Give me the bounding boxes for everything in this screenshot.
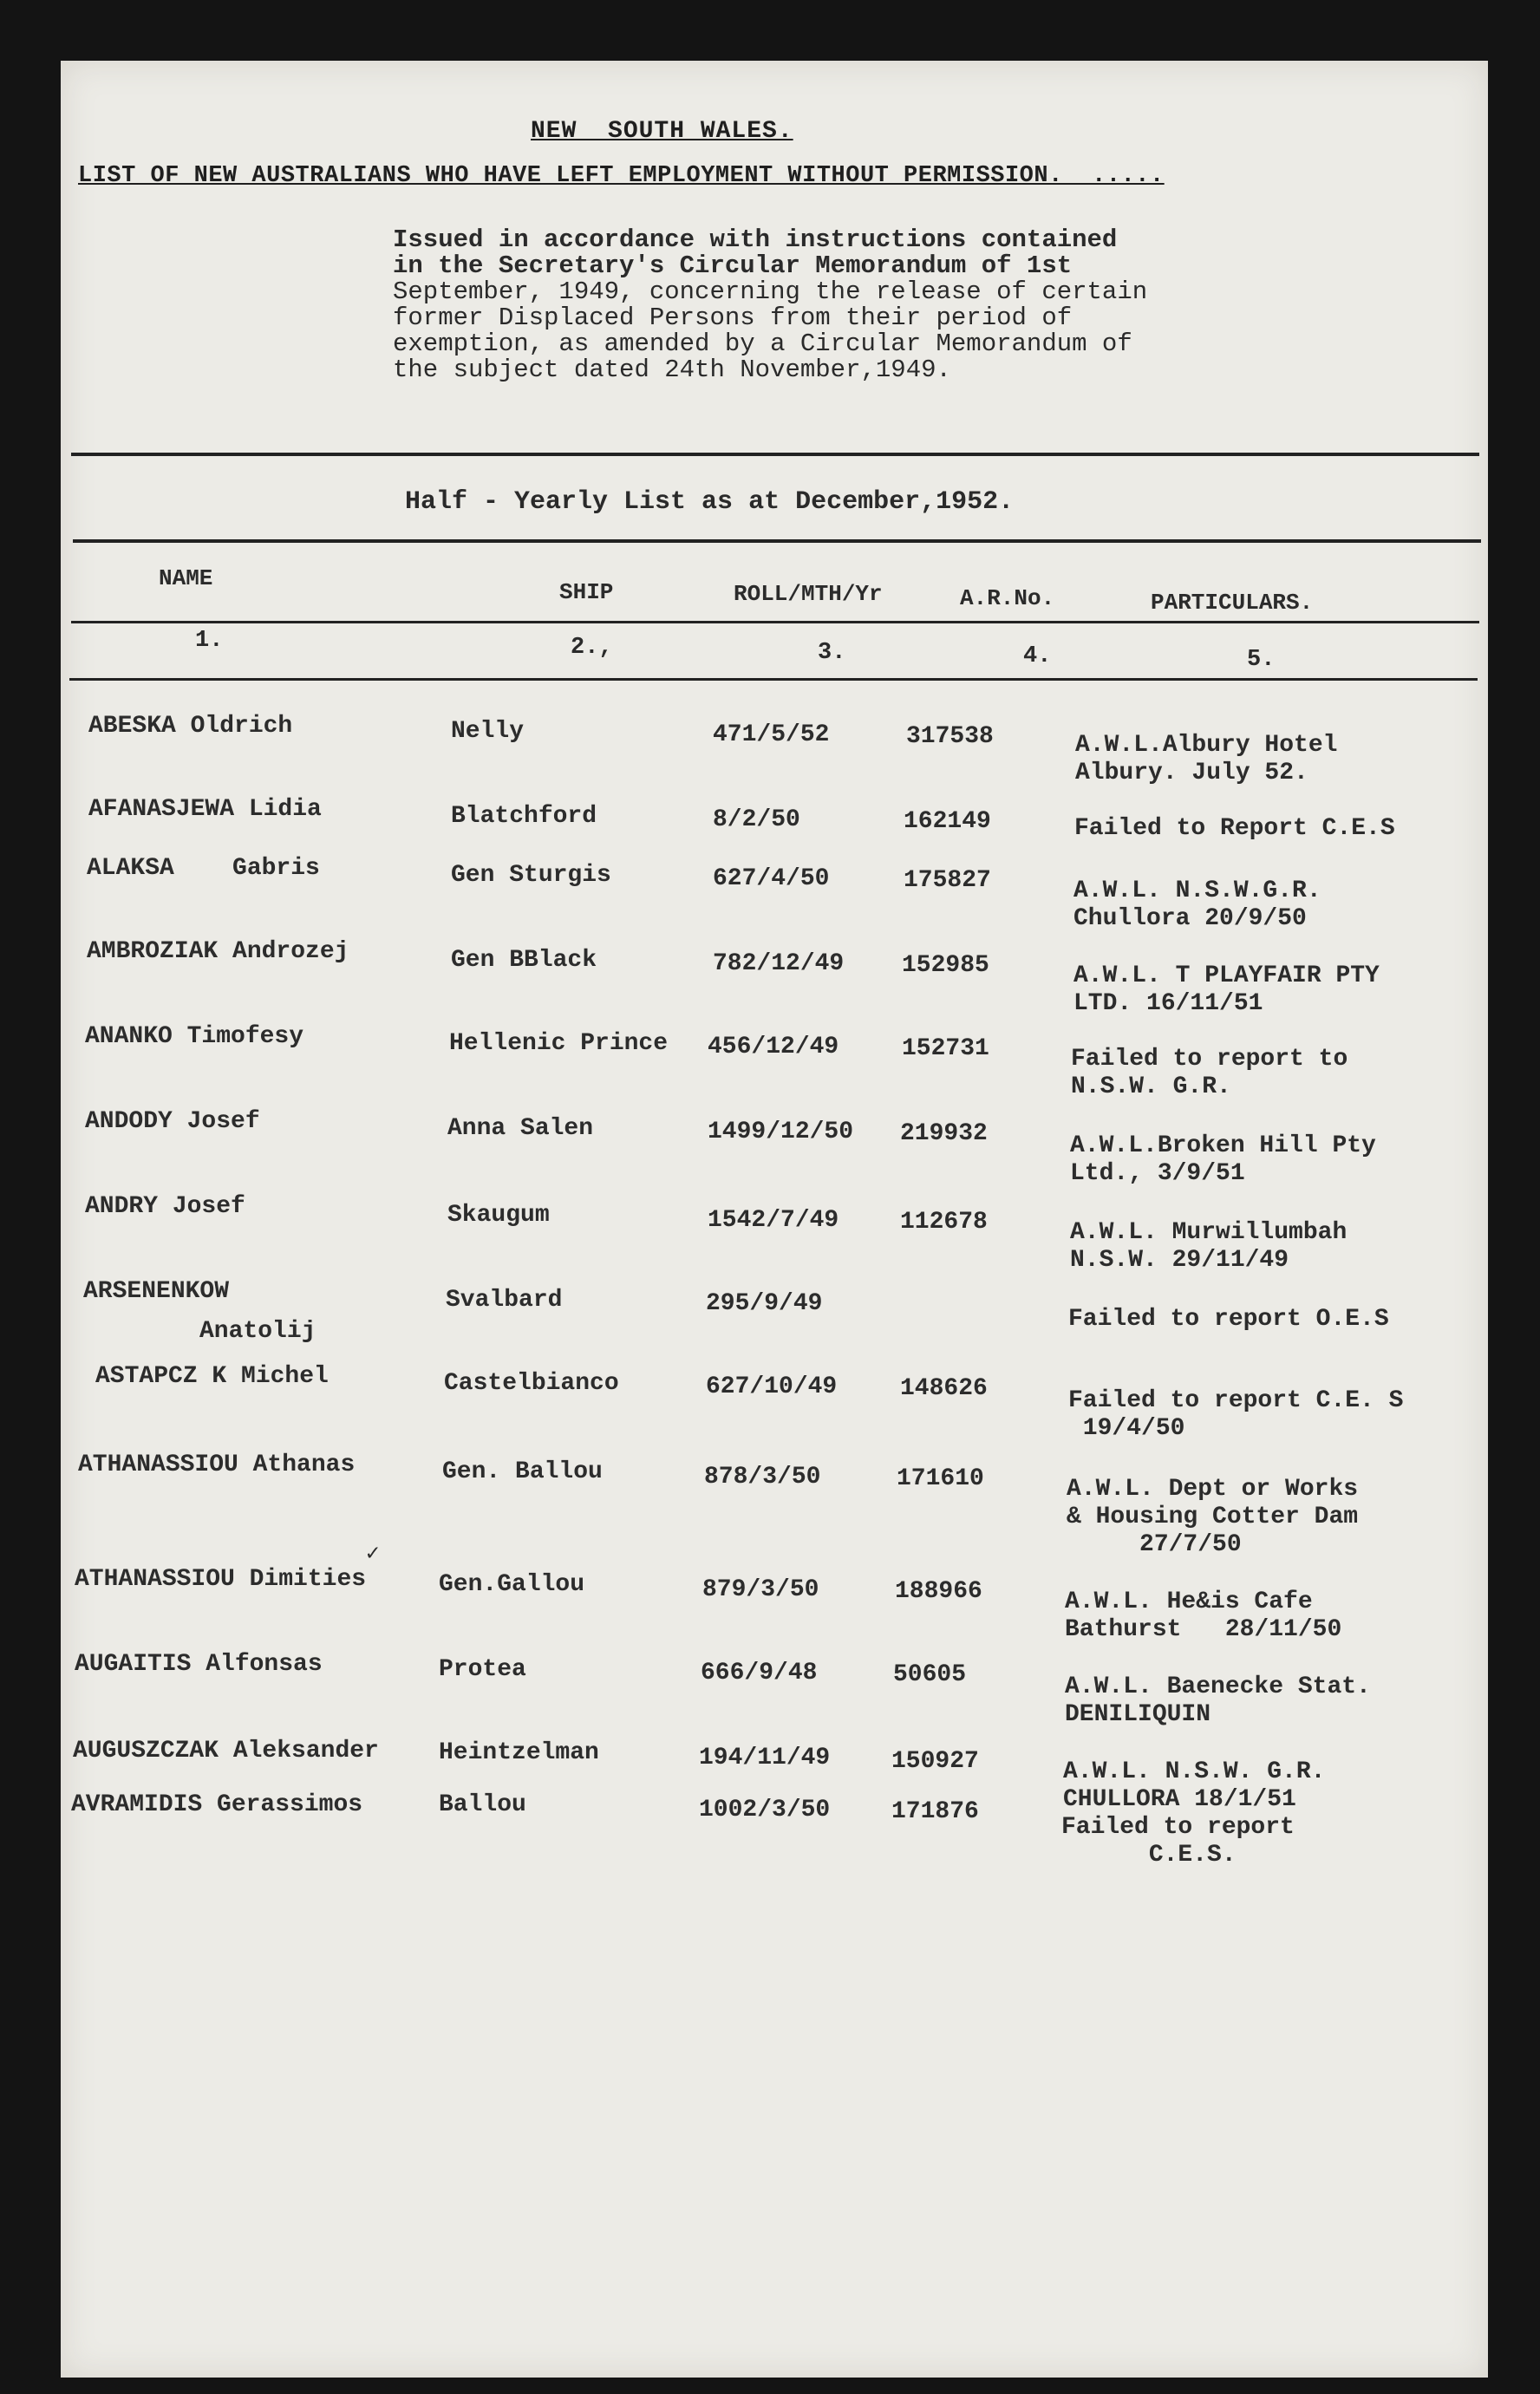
ar-cell: 171610 bbox=[897, 1465, 984, 1492]
particulars-line: A.W.L. He&is Cafe bbox=[1065, 1588, 1313, 1615]
divider bbox=[71, 621, 1479, 623]
ship-cell: Protea bbox=[439, 1656, 526, 1683]
roll-cell: 782/12/49 bbox=[713, 950, 845, 977]
roll-cell: 194/11/49 bbox=[699, 1745, 831, 1771]
roll-cell: 1499/12/50 bbox=[708, 1119, 854, 1145]
particulars-cell bbox=[1065, 1673, 1371, 1729]
particulars-line: A.W.L. T PLAYFAIR PTY bbox=[1073, 962, 1380, 989]
particulars-cell bbox=[1070, 1219, 1347, 1275]
ship-cell: Hellenic Prince bbox=[449, 1030, 669, 1057]
particulars-line: C.E.S. bbox=[1061, 1842, 1237, 1869]
column-number: 1. bbox=[195, 628, 224, 654]
intro-line: the subject dated 24th November,1949. bbox=[393, 356, 951, 384]
name-cell: ABESKA Oldrich bbox=[88, 713, 293, 740]
particulars-cell bbox=[1068, 1306, 1389, 1334]
name-cell: ALAKSA Gabris bbox=[87, 855, 320, 882]
name-cell: ANANKO Timofesy bbox=[85, 1023, 304, 1050]
document-title: NEW SOUTH WALES. bbox=[531, 118, 793, 145]
intro-paragraph bbox=[393, 227, 1277, 383]
particulars-cell bbox=[1065, 1588, 1341, 1644]
divider bbox=[73, 539, 1481, 543]
ship-cell: Svalbard bbox=[446, 1287, 563, 1314]
ship-cell: Anna Salen bbox=[447, 1115, 594, 1142]
particulars-line: A.W.L. Murwillumbah bbox=[1070, 1219, 1348, 1246]
roll-cell: 8/2/50 bbox=[713, 806, 800, 833]
particulars-line: 27/7/50 bbox=[1067, 1531, 1242, 1558]
ar-cell: 188966 bbox=[895, 1578, 982, 1605]
name-cell: ATHANASSIOU Dimities bbox=[75, 1566, 367, 1593]
particulars-cell bbox=[1061, 1814, 1295, 1869]
name-cell: AFANASJEWA Lidia bbox=[88, 796, 322, 823]
particulars-line: DENILIQUIN bbox=[1065, 1701, 1211, 1728]
name-cell: ANDRY Josef bbox=[85, 1193, 245, 1220]
roll-cell: 627/10/49 bbox=[706, 1373, 838, 1400]
ar-cell: 152731 bbox=[902, 1035, 989, 1062]
particulars-line: A.W.L.Broken Hill Pty bbox=[1070, 1132, 1376, 1159]
roll-cell: 627/4/50 bbox=[713, 865, 830, 892]
name-cell: ARSENENKOW bbox=[83, 1278, 230, 1305]
name-cell: AVRAMIDIS Gerassimos bbox=[71, 1791, 363, 1818]
ship-cell: Heintzelman bbox=[439, 1739, 599, 1766]
particulars-line: A.W.L. Dept or Works bbox=[1067, 1476, 1359, 1503]
particulars-line: A.W.L. N.S.W.G.R. bbox=[1073, 877, 1321, 904]
divider bbox=[71, 453, 1479, 456]
roll-cell: 1542/7/49 bbox=[708, 1207, 839, 1234]
particulars-line: CHULLORA 18/1/51 bbox=[1063, 1786, 1296, 1813]
intro-line: in the Secretary's Circular Memorandum of 1st bbox=[393, 251, 1073, 280]
name-cell: AUGUSZCZAK Aleksander bbox=[73, 1738, 379, 1765]
ship-cell: Nelly bbox=[451, 718, 525, 745]
particulars-line: Failed to report C.E. S bbox=[1068, 1387, 1404, 1414]
particulars-line: Chullora 20/9/50 bbox=[1073, 905, 1307, 932]
particulars-line: N.S.W. G.R. bbox=[1071, 1073, 1231, 1100]
name-cell: ATHANASSIOU Athanas bbox=[78, 1451, 356, 1478]
column-header-ar: A.R.No. bbox=[960, 585, 1055, 611]
name-cell: AMBROZIAK Androzej bbox=[87, 938, 349, 965]
ship-cell: Gen. Ballou bbox=[442, 1458, 603, 1485]
roll-cell: 879/3/50 bbox=[702, 1576, 819, 1603]
column-header-particulars: PARTICULARS. bbox=[1151, 590, 1314, 616]
ship-cell: Skaugum bbox=[447, 1202, 550, 1229]
ar-cell: 112678 bbox=[900, 1209, 988, 1236]
roll-cell: 878/3/50 bbox=[704, 1464, 821, 1491]
column-number: 5. bbox=[1247, 647, 1276, 673]
name-cell-continued: Anatolij bbox=[199, 1318, 316, 1345]
roll-cell: 295/9/49 bbox=[706, 1290, 823, 1317]
list-title: Half - Yearly List as at December,1952. bbox=[405, 487, 1015, 517]
name-cell: ANDODY Josef bbox=[85, 1108, 260, 1135]
particulars-line: Failed to report to bbox=[1071, 1046, 1348, 1073]
column-header-roll: ROLL/MTH/Yr bbox=[734, 581, 883, 607]
particulars-cell bbox=[1073, 877, 1321, 933]
ship-cell: Gen.Gallou bbox=[439, 1571, 585, 1598]
ship-cell: Gen Sturgis bbox=[451, 862, 611, 889]
column-header-ship: SHIP bbox=[559, 579, 614, 605]
ar-cell: 162149 bbox=[904, 808, 991, 835]
particulars-cell bbox=[1075, 732, 1337, 787]
particulars-line: & Housing Cotter Dam bbox=[1067, 1504, 1359, 1530]
name-cell: AUGAITIS Alfonsas bbox=[75, 1651, 323, 1678]
roll-cell: 1002/3/50 bbox=[699, 1797, 831, 1823]
particulars-cell bbox=[1070, 1132, 1376, 1188]
intro-line: exemption, as amended by a Circular Memorandum of bbox=[393, 329, 1132, 358]
particulars-line: Bathurst 28/11/50 bbox=[1065, 1616, 1342, 1643]
particulars-line: A.W.L. N.S.W. G.R. bbox=[1063, 1758, 1326, 1785]
ar-cell: 148626 bbox=[900, 1375, 988, 1402]
name-cell: ASTAPCZ K Michel bbox=[95, 1363, 329, 1390]
particulars-line: Failed to Report C.E.S bbox=[1074, 815, 1395, 842]
document-subtitle: LIST OF NEW AUSTRALIANS WHO HAVE LEFT EMPLOYMENT WITHOUT PERMISSION. ..... bbox=[78, 163, 1165, 189]
particulars-cell bbox=[1068, 1387, 1403, 1443]
particulars-cell bbox=[1063, 1758, 1325, 1814]
ship-cell: Blatchford bbox=[451, 803, 597, 830]
ar-cell: 219932 bbox=[900, 1120, 988, 1147]
ar-cell: 50605 bbox=[893, 1661, 967, 1688]
ar-cell: 152985 bbox=[902, 952, 989, 979]
column-header-name: NAME bbox=[159, 565, 213, 591]
particulars-line: Ltd., 3/9/51 bbox=[1070, 1160, 1245, 1187]
particulars-line: LTD. 16/11/51 bbox=[1073, 990, 1263, 1017]
ar-cell: 171876 bbox=[891, 1798, 979, 1825]
column-number: 3. bbox=[818, 640, 846, 666]
column-number: 4. bbox=[1023, 643, 1052, 669]
particulars-line: Failed to report O.E.S bbox=[1068, 1306, 1389, 1333]
check-mark-annotation: ✓ bbox=[366, 1541, 380, 1567]
ar-cell: 150927 bbox=[891, 1748, 979, 1775]
roll-cell: 471/5/52 bbox=[713, 721, 830, 748]
roll-cell: 456/12/49 bbox=[708, 1034, 839, 1060]
particulars-line: N.S.W. 29/11/49 bbox=[1070, 1247, 1289, 1274]
column-number: 2., bbox=[571, 635, 613, 661]
ar-cell: 317538 bbox=[906, 723, 994, 750]
particulars-cell bbox=[1071, 1046, 1348, 1101]
ar-cell: 175827 bbox=[904, 867, 991, 894]
document-page bbox=[61, 61, 1488, 2378]
ship-cell: Gen BBlack bbox=[451, 947, 597, 974]
particulars-cell bbox=[1074, 815, 1395, 843]
particulars-line: 19/4/50 bbox=[1068, 1415, 1185, 1442]
intro-line: Issued in accordance with instructions contained bbox=[393, 225, 1118, 254]
roll-cell: 666/9/48 bbox=[701, 1660, 818, 1686]
ship-cell: Castelbianco bbox=[444, 1370, 619, 1397]
particulars-line: Failed to report bbox=[1061, 1814, 1295, 1841]
particulars-cell bbox=[1067, 1476, 1358, 1559]
particulars-line: A.W.L.Albury Hotel bbox=[1075, 732, 1338, 759]
particulars-cell bbox=[1073, 962, 1380, 1018]
ship-cell: Ballou bbox=[439, 1791, 526, 1818]
divider bbox=[69, 678, 1478, 681]
particulars-line: A.W.L. Baenecke Stat. bbox=[1065, 1673, 1371, 1700]
particulars-line: Albury. July 52. bbox=[1075, 760, 1308, 786]
intro-line: September, 1949, concerning the release of certain bbox=[393, 277, 1148, 306]
intro-line: former Displaced Persons from their period of bbox=[393, 303, 1073, 332]
